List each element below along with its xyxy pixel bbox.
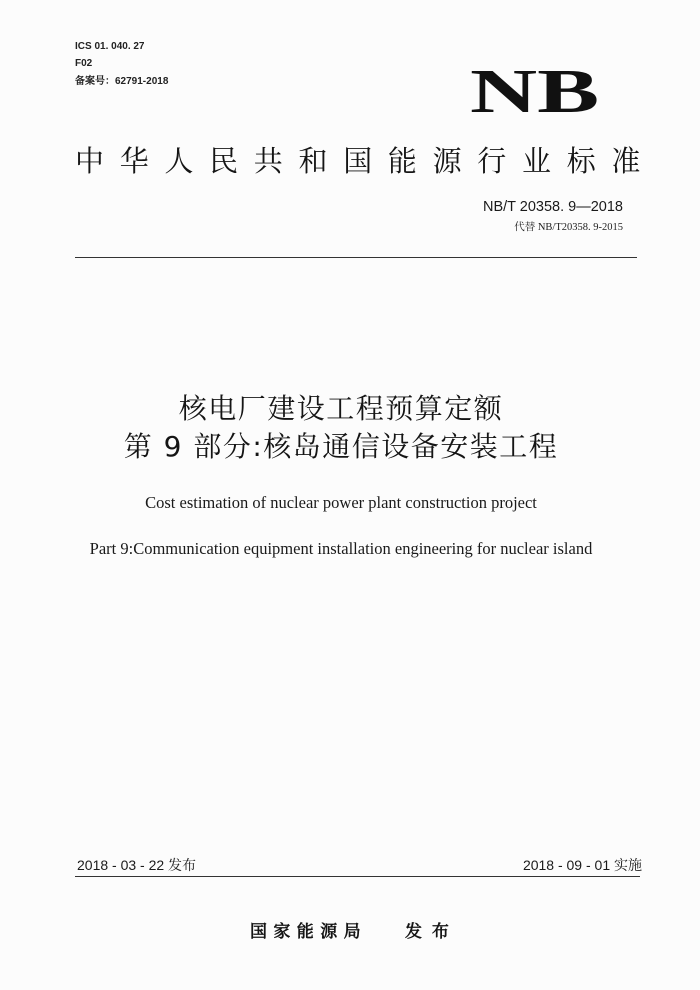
- standard-category: 中华人民共和国能源行业标准: [75, 144, 657, 178]
- ics-code: ICS 01. 040. 27: [75, 41, 145, 52]
- record-number: 备案号：62791-2018: [75, 76, 169, 87]
- title-zh-line2: 第 9 部分:核岛通信设备安装工程: [123, 430, 559, 463]
- title-en-line2: Part 9:Communication equipment installation engineering for nuclear island: [89, 539, 593, 558]
- header-divider: [75, 257, 637, 258]
- replaces-standard: 代替 NB/T20358. 9-2015: [514, 222, 623, 233]
- title-zh-line1: 核电厂建设工程预算定额: [178, 392, 504, 425]
- footer-divider: [75, 876, 640, 877]
- implementation-date: 2018 - 09 - 01 实施: [522, 857, 642, 873]
- nb-logo: NB: [470, 58, 600, 126]
- standard-code: NB/T 20358. 9—2018: [483, 199, 623, 215]
- publisher-action: 发 布: [405, 922, 451, 942]
- issue-date: 2018 - 03 - 22 发布: [77, 857, 197, 873]
- ccs-code: F02: [75, 58, 93, 69]
- publisher-name: 国家能源局: [250, 922, 367, 942]
- title-en-line1: Cost estimation of nuclear power plant construction project: [145, 493, 537, 512]
